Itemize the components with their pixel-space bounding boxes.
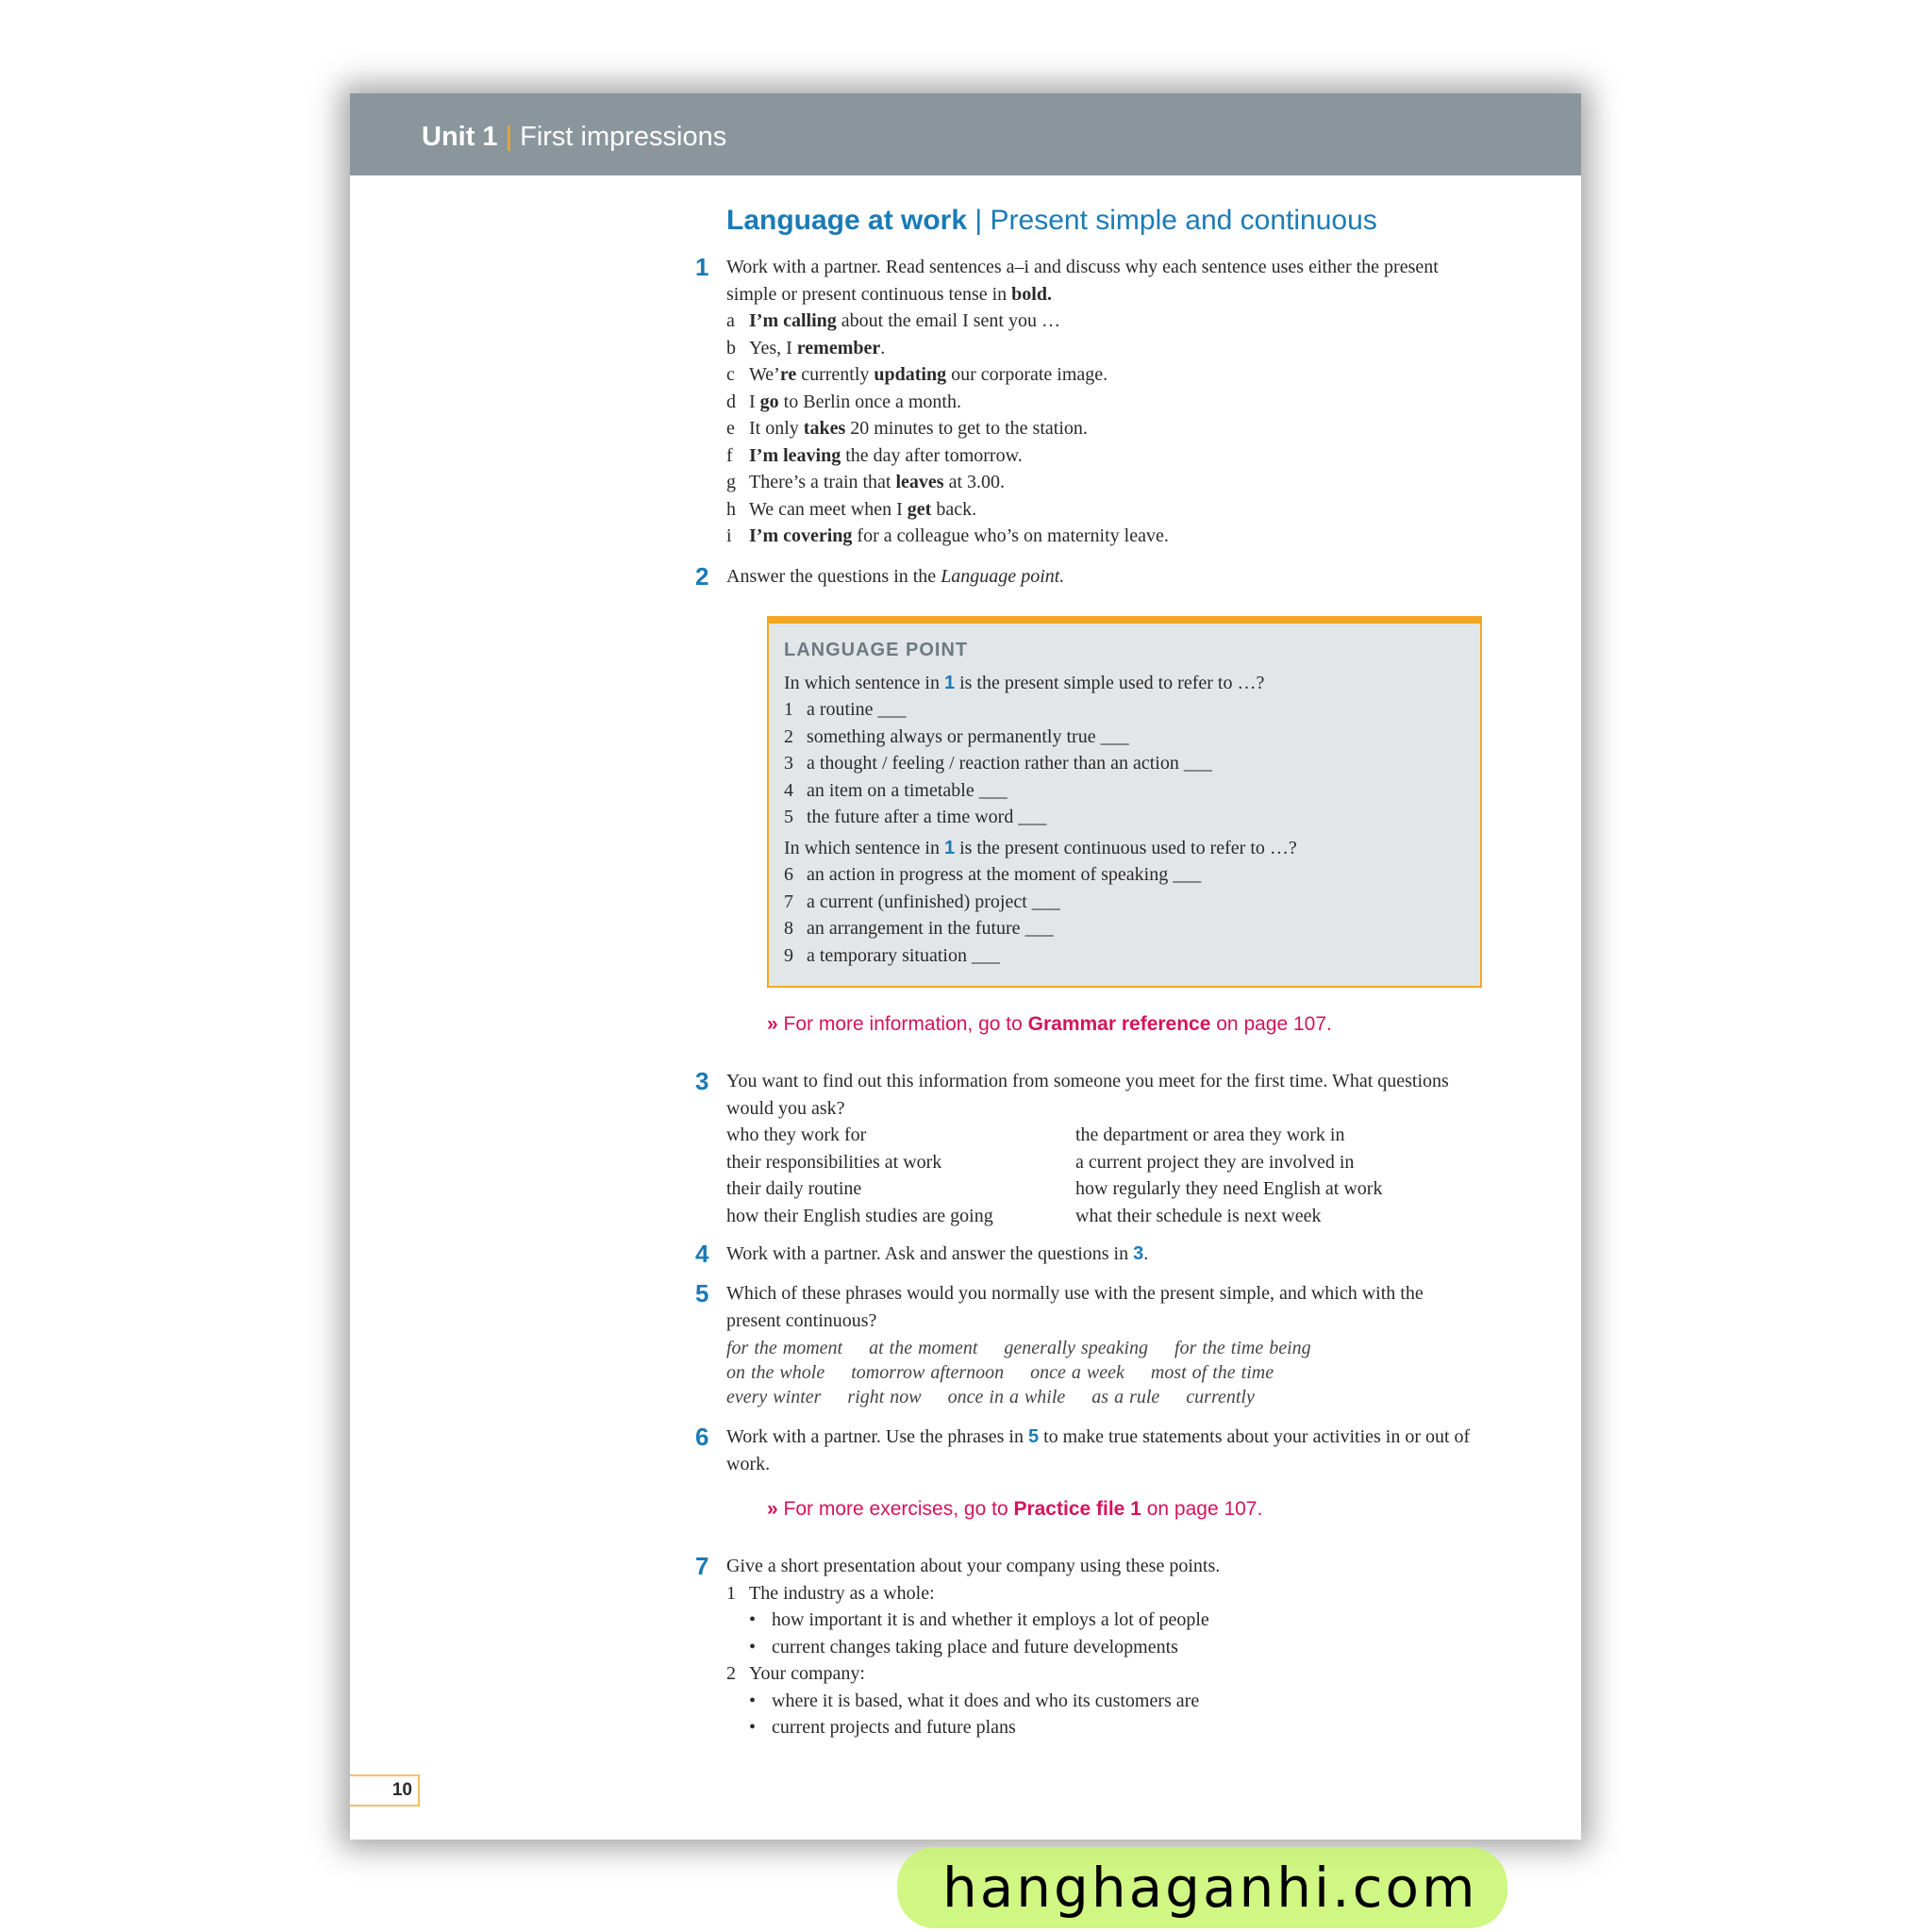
- info-item: how their English studies are going: [726, 1205, 993, 1226]
- q-ref: 1: [943, 837, 956, 858]
- q-text: In which sentence in: [784, 672, 944, 693]
- instruction-text: Work with a partner. Ask and answer the questions in: [726, 1243, 1134, 1264]
- q-text: is the present continuous used to refer to …?: [955, 837, 1297, 858]
- point-1: [726, 1580, 1472, 1607]
- point-number: 2: [726, 1663, 736, 1684]
- item-number: 9: [784, 944, 793, 966]
- item-number: 5: [784, 807, 793, 827]
- item-number: 3: [784, 753, 793, 774]
- link-bold: Grammar reference: [1027, 1013, 1211, 1035]
- unit-title: First impressions: [520, 122, 727, 152]
- item-text: a routine ___: [807, 699, 907, 720]
- info-item: how regularly they need English at work: [1075, 1178, 1383, 1199]
- sentence-plain: There’s a train that: [749, 472, 896, 492]
- item-text: a current (unfinished) project ___: [807, 891, 1060, 912]
- phrase: right now: [847, 1387, 922, 1407]
- exercise-number: 7: [695, 1552, 709, 1580]
- item-letter: h: [726, 498, 736, 520]
- language-point-item: [784, 942, 1465, 970]
- phrase: once in a while: [947, 1387, 1066, 1407]
- sentence-text: [749, 523, 1169, 550]
- item-text: something always or permanently true ___: [807, 725, 1129, 747]
- sentence-bold: re: [779, 364, 797, 385]
- language-point-item: [784, 696, 1465, 724]
- instruction-text: Work with a partner. Read sentences a–i and discuss why each sentence uses either the present simple or present continuous tense in: [726, 257, 1439, 305]
- q-ref: 1: [943, 672, 956, 693]
- sentence-plain: Yes, I: [749, 337, 797, 358]
- exercise-2: [695, 562, 1472, 591]
- item-number: 6: [784, 864, 793, 885]
- phrase: for the moment: [726, 1338, 843, 1358]
- section-title: Language at work | Present simple and continuous: [726, 205, 1377, 236]
- section-subtitle: Present simple and continuous: [990, 205, 1377, 236]
- double-chevron-icon: »: [767, 1498, 778, 1520]
- info-item: their daily routine: [726, 1178, 862, 1199]
- language-point-item: [784, 915, 1465, 942]
- language-point-item: [784, 750, 1465, 777]
- sentence-item: [726, 308, 1472, 335]
- language-point-item: [784, 889, 1465, 916]
- language-point-item: [784, 777, 1465, 805]
- exercise-number: 1: [695, 253, 709, 281]
- sentence-text: [749, 389, 961, 416]
- exercise-ref: 5: [1027, 1426, 1040, 1447]
- link-text: For more information, go to: [783, 1013, 1028, 1035]
- sentence-item: [726, 523, 1472, 550]
- point-2: [726, 1660, 1472, 1688]
- instruction-text: Give a short presentation about your company using these points.: [726, 1556, 1221, 1576]
- sentence-plain: for a colleague who’s on maternity leave.: [852, 525, 1169, 546]
- sentence-bold: I’m covering: [749, 525, 853, 546]
- item-letter: e: [726, 418, 735, 439]
- item-letter: i: [726, 525, 732, 546]
- watermark: hanghaganhi.com: [897, 1847, 1507, 1928]
- unit-header: [350, 93, 1581, 175]
- item-number: 4: [784, 779, 793, 801]
- sentence-item: [726, 442, 1472, 470]
- instruction-text: Answer the questions in the: [726, 566, 941, 587]
- instruction-bold: bold.: [1011, 283, 1052, 305]
- instruction-italic: Language point.: [941, 566, 1065, 587]
- phrase: most of the time: [1150, 1362, 1274, 1383]
- sentence-bold: I’m leaving: [749, 444, 841, 466]
- language-point-box: [767, 616, 1482, 988]
- sentence-plain: 20 minutes to get to the station.: [845, 418, 1088, 439]
- item-text: a temporary situation ___: [807, 944, 1000, 966]
- exercise-ref: 3: [1133, 1243, 1144, 1264]
- exercise-number: 6: [695, 1423, 709, 1451]
- link-text: on page 107.: [1210, 1013, 1332, 1035]
- bullet: • how important it is and whether it employs a lot of people: [726, 1607, 1472, 1634]
- item-text: a thought / feeling / reaction rather than an action ___: [807, 753, 1212, 774]
- sentence-text: [749, 361, 1108, 389]
- sentence-text: [749, 442, 1023, 470]
- question-continuous: [784, 835, 1465, 862]
- item-letter: f: [726, 444, 733, 466]
- item-number: 8: [784, 918, 793, 939]
- phrase: every winter: [726, 1387, 822, 1407]
- item-text: an arrangement in the future ___: [807, 918, 1054, 939]
- header-divider: |: [505, 122, 513, 152]
- sentence-item: [726, 415, 1472, 442]
- language-point-heading: LANGUAGE POINT: [784, 640, 969, 660]
- phrase: tomorrow afternoon: [851, 1362, 1005, 1383]
- sentence-item: [726, 496, 1472, 524]
- grammar-reference-link[interactable]: [767, 1013, 1332, 1036]
- sentence-text: [749, 335, 885, 362]
- exercise-number: 2: [695, 562, 709, 591]
- sentence-plain: about the email I sent you …: [836, 310, 1060, 331]
- bullet: • current projects and future plans: [726, 1714, 1472, 1741]
- item-number: 7: [784, 891, 793, 912]
- practice-file-link[interactable]: [767, 1498, 1262, 1521]
- sentence-bold: get: [907, 498, 932, 520]
- phrase: generally speaking: [1004, 1338, 1149, 1358]
- exercise-4: [695, 1240, 1472, 1268]
- sentence-bold: updating: [874, 364, 947, 385]
- sentence-plain: We’: [749, 364, 780, 385]
- link-text: on page 107.: [1141, 1498, 1263, 1520]
- sentence-bold: remember: [796, 337, 881, 358]
- item-letter: c: [726, 364, 735, 385]
- exercise-number: 3: [695, 1067, 709, 1095]
- language-point-item: [784, 804, 1465, 831]
- sentence-text: [749, 308, 1060, 335]
- instruction-text: You want to find out this information from someone you meet for the first time. What questions would you ask?: [726, 1071, 1449, 1119]
- instruction-text: Work with a partner. Use the phrases in: [726, 1426, 1028, 1447]
- sentence-text: [749, 496, 976, 524]
- sentence-bold: takes: [803, 418, 846, 439]
- item-letter: g: [726, 472, 736, 492]
- item-text: the future after a time word ___: [807, 807, 1047, 827]
- bullet: • current changes taking place and future developments: [726, 1634, 1472, 1661]
- item-text: an item on a timetable ___: [807, 779, 1008, 801]
- exercise-number: 4: [695, 1240, 709, 1268]
- exercise-3: [695, 1067, 1472, 1229]
- sentence-text: [749, 415, 1088, 442]
- bullet-text: current projects and future plans: [772, 1717, 1016, 1738]
- double-chevron-icon: »: [767, 1013, 778, 1035]
- sentence-plain: back.: [931, 498, 977, 520]
- exercise-instruction: [726, 254, 1472, 308]
- point-text: The industry as a whole:: [749, 1582, 935, 1604]
- exercise-1: [695, 253, 1472, 550]
- sentence-plain: our corporate image.: [946, 364, 1108, 385]
- item-number: 1: [784, 699, 793, 720]
- bullet-text: where it is based, what it does and who its customers are: [772, 1690, 1200, 1711]
- info-item: their responsibilities at work: [726, 1151, 942, 1173]
- instruction-text: Which of these phrases would you normally use with the present simple, and which with the present continuous?: [726, 1283, 1424, 1331]
- textbook-page: [350, 93, 1581, 1840]
- sentence-plain: We can meet when I: [749, 498, 908, 520]
- language-point-item: [784, 724, 1465, 751]
- section-title-main: Language at work: [726, 205, 968, 236]
- sentence-text: [749, 469, 1005, 496]
- link-bold: Practice file 1: [1013, 1498, 1141, 1520]
- instruction-text: to make true statements about your activities in or out of work.: [726, 1426, 1471, 1474]
- phrase: as a rule: [1091, 1387, 1160, 1407]
- item-letter: a: [726, 310, 735, 331]
- phrase: currently: [1186, 1387, 1255, 1407]
- phrase-row: [726, 1336, 1472, 1360]
- phrase-row: [726, 1385, 1472, 1409]
- point-number: 1: [726, 1582, 736, 1604]
- exercise-5: [695, 1279, 1472, 1409]
- info-item: what their schedule is next week: [1075, 1205, 1322, 1226]
- sentence-plain: at 3.00.: [943, 472, 1006, 492]
- bullet-text: how important it is and whether it employs a lot of people: [772, 1609, 1209, 1630]
- sentence-bold: leaves: [895, 472, 944, 492]
- bullet: • where it is based, what it does and who its customers are: [726, 1688, 1472, 1715]
- item-number: 2: [784, 725, 793, 747]
- sentence-item: [726, 389, 1472, 416]
- info-item: a current project they are involved in: [1075, 1151, 1355, 1173]
- bullet-text: current changes taking place and future developments: [772, 1636, 1178, 1657]
- info-item: who they work for: [726, 1124, 867, 1145]
- sentence-item: [726, 335, 1472, 362]
- point-text: Your company:: [749, 1663, 865, 1684]
- phrase: on the whole: [726, 1362, 825, 1383]
- exercise-7: [695, 1552, 1472, 1741]
- sentence-plain: I: [749, 391, 760, 412]
- sentence-plain: It only: [749, 418, 804, 439]
- item-letter: d: [726, 391, 736, 412]
- page-number: 10: [350, 1774, 420, 1807]
- phrase: once a week: [1030, 1362, 1124, 1383]
- info-item: the department or area they work in: [1075, 1124, 1345, 1145]
- question-simple: [784, 670, 1465, 697]
- sentence-plain: currently: [796, 364, 874, 385]
- exercise-6: [695, 1423, 1472, 1477]
- exercise-number: 5: [695, 1279, 709, 1307]
- link-text: For more exercises, go to: [783, 1498, 1014, 1520]
- item-letter: b: [726, 337, 736, 358]
- sentence-item: [726, 361, 1472, 389]
- phrase-row: [726, 1360, 1472, 1385]
- instruction-text: .: [1143, 1243, 1149, 1264]
- sentence-plain: to Berlin once a month.: [778, 391, 961, 412]
- sentence-plain: .: [880, 337, 886, 358]
- sentence-bold: go: [759, 391, 779, 412]
- sentence-item: [726, 469, 1472, 496]
- q-text: is the present simple used to refer to …?: [955, 672, 1265, 693]
- unit-label: Unit 1: [422, 122, 498, 152]
- q-text: In which sentence in: [784, 837, 944, 858]
- phrase: at the moment: [869, 1338, 978, 1358]
- item-text: an action in progress at the moment of speaking ___: [807, 864, 1202, 885]
- sentence-bold: I’m calling: [749, 310, 837, 331]
- phrase: for the time being: [1174, 1338, 1311, 1358]
- sentence-plain: the day after tomorrow.: [841, 444, 1023, 466]
- language-point-item: [784, 861, 1465, 889]
